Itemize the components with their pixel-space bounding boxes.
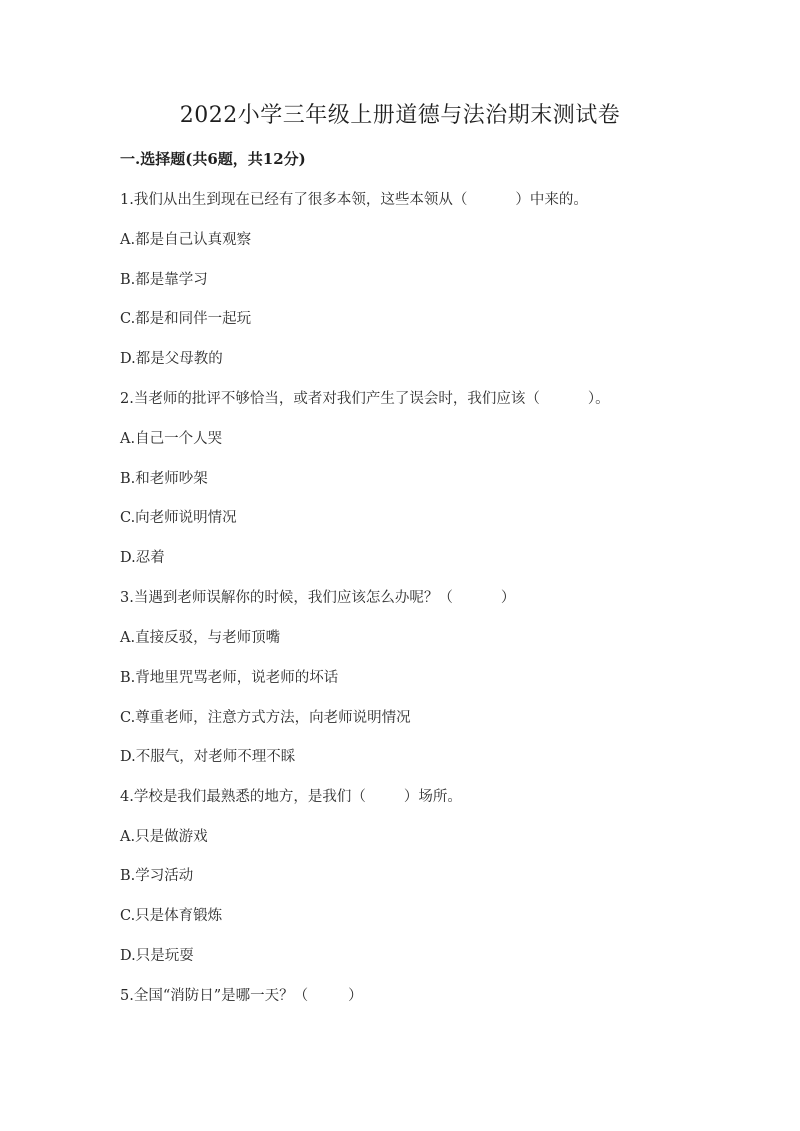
option-4c: C.只是体育锻炼 xyxy=(120,908,223,924)
option-2c: C.向老师说明情况 xyxy=(120,510,237,526)
option-2b: B.和老师吵架 xyxy=(120,471,208,487)
question-stem-end: ） xyxy=(500,590,516,606)
option-1a: A.都是自己认真观察 xyxy=(120,232,252,248)
option-3c: C.尊重老师，注意方式方法，向老师说明情况 xyxy=(120,710,411,726)
question-stem: 4.学校是我们最熟悉的地方，是我们（ xyxy=(120,789,366,805)
exam-title: 2022小学三年级上册道德与法治期末测试卷 xyxy=(179,103,621,128)
question-stem-end: ）中来的。 xyxy=(515,192,588,208)
section-heading: 一.选择题(共6题，共12分) xyxy=(120,150,306,168)
option-3a: A.直接反驳，与老师顶嘴 xyxy=(120,630,281,646)
question-stem-end: ）。 xyxy=(587,391,610,407)
question-3 xyxy=(120,586,515,607)
question-stem-end: ）场所。 xyxy=(403,789,462,805)
question-stem: 1.我们从出生到现在已经有了很多本领，这些本领从（ xyxy=(120,192,468,208)
question-2 xyxy=(120,387,610,408)
option-3d: D.不服气，对老师不理不睬 xyxy=(120,749,296,765)
option-2d: D.忍着 xyxy=(120,550,165,566)
option-1c: C.都是和同伴一起玩 xyxy=(120,311,252,327)
question-1 xyxy=(120,188,588,209)
question-stem: 2.当老师的批评不够恰当，或者对我们产生了误会时，我们应该（ xyxy=(120,391,540,407)
option-4a: A.只是做游戏 xyxy=(120,829,208,845)
question-4 xyxy=(120,785,462,806)
question-stem: 5.全国“消防日”是哪一天？（ xyxy=(120,988,309,1004)
question-stem-end: ） xyxy=(348,988,363,1004)
option-3b: B.背地里咒骂老师，说老师的坏话 xyxy=(120,670,339,686)
question-5 xyxy=(120,984,363,1005)
option-1b: B.都是靠学习 xyxy=(120,272,208,288)
option-4b: B.学习活动 xyxy=(120,868,194,884)
option-1d: D.都是父母教的 xyxy=(120,351,223,367)
question-stem: 3.当遇到老师误解你的时候，我们应该怎么办呢？（ xyxy=(120,590,453,606)
option-2a: A.自己一个人哭 xyxy=(120,431,223,447)
option-4d: D.只是玩耍 xyxy=(120,948,194,964)
